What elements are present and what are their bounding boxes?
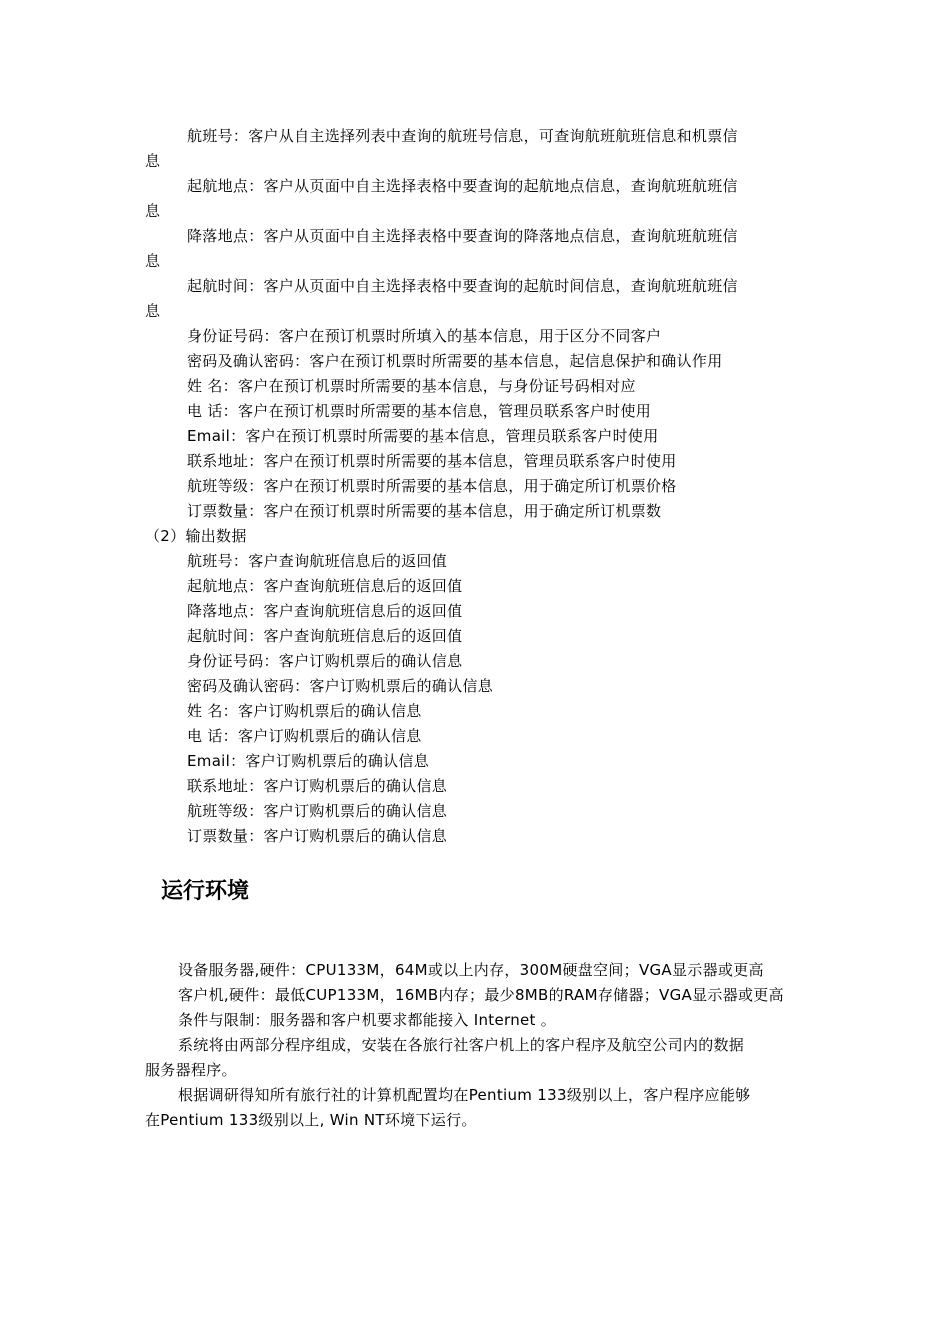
input-item-address: 联系地址：客户在预订机票时所需要的基本信息，管理员联系客户时使用 — [187, 452, 677, 470]
input-item-quantity: 订票数量：客户在预订机票时所需要的基本信息，用于确定所订机票数 — [187, 502, 662, 520]
env-line-server: 设备服务器,硬件：CPU133M，64M或以上内存，300M硬盘空间；VGA显示器或更高 — [178, 961, 764, 979]
input-item-depart-time: 起航时间：客户从页面中自主选择表格中要查询的起航时间信息，查询航班航班信 — [187, 277, 738, 295]
input-item-arrival-cont: 息 — [145, 252, 161, 270]
input-item-password: 密码及确认密码：客户在预订机票时所需要的基本信息，起信息保护和确认作用 — [187, 352, 723, 370]
input-item-class: 航班等级：客户在预订机票时所需要的基本信息，用于确定所订机票价格 — [187, 477, 677, 495]
section-title-environment: 运行环境 — [161, 879, 250, 904]
env-line-constraints: 条件与限制：服务器和客户机要求都能接入 Internet 。 — [178, 1011, 557, 1029]
output-item-depart-time: 起航时间：客户查询航班信息后的返回值 — [187, 627, 463, 645]
env-line-system: 系统将由两部分程序组成，安装在各旅行社客户机上的客户程序及航空公司内的数据 — [178, 1036, 745, 1054]
output-item-address: 联系地址：客户订购机票后的确认信息 — [187, 777, 448, 795]
input-item-email: Email：客户在预订机票时所需要的基本信息，管理员联系客户时使用 — [187, 427, 659, 445]
output-item-email: Email：客户订购机票后的确认信息 — [187, 752, 430, 770]
output-item-flight-no: 航班号：客户查询航班信息后的返回值 — [187, 552, 448, 570]
output-item-password: 密码及确认密码：客户订购机票后的确认信息 — [187, 677, 494, 695]
output-heading: （2）输出数据 — [145, 527, 247, 545]
input-item-departure-cont: 息 — [145, 202, 161, 220]
input-item-phone: 电 话：客户在预订机票时所需要的基本信息，管理员联系客户时使用 — [187, 402, 652, 420]
output-item-class: 航班等级：客户订购机票后的确认信息 — [187, 802, 448, 820]
env-line-research: 根据调研得知所有旅行社的计算机配置均在Pentium 133级别以上，客户程序应能够 — [178, 1086, 751, 1104]
input-item-flight-no-cont: 息 — [145, 152, 161, 170]
output-item-quantity: 订票数量：客户订购机票后的确认信息 — [187, 827, 448, 845]
output-item-phone: 电 话：客户订购机票后的确认信息 — [187, 727, 422, 745]
input-item-id-number: 身份证号码：客户在预订机票时所填入的基本信息，用于区分不同客户 — [187, 327, 662, 345]
input-item-arrival: 降落地点：客户从页面中自主选择表格中要查询的降落地点信息，查询航班航班信 — [187, 227, 738, 245]
output-item-arrival: 降落地点：客户查询航班信息后的返回值 — [187, 602, 463, 620]
output-item-departure: 起航地点：客户查询航班信息后的返回值 — [187, 577, 463, 595]
input-item-name: 姓 名：客户在预订机票时所需要的基本信息，与身份证号码相对应 — [187, 377, 636, 395]
env-line-system-cont: 服务器程序。 — [145, 1061, 237, 1079]
input-item-depart-time-cont: 息 — [145, 302, 161, 320]
env-line-client: 客户机,硬件：最低CUP133M，16MB内存；最少8MB的RAM存储器；VGA显示器或更高 — [178, 986, 784, 1004]
output-item-name: 姓 名：客户订购机票后的确认信息 — [187, 702, 422, 720]
input-item-flight-no: 航班号：客户从自主选择列表中查询的航班号信息，可查询航班航班信息和机票信 — [187, 127, 738, 145]
input-item-departure: 起航地点：客户从页面中自主选择表格中要查询的起航地点信息，查询航班航班信 — [187, 177, 738, 195]
output-item-id-number: 身份证号码：客户订购机票后的确认信息 — [187, 652, 463, 670]
env-line-research-cont: 在Pentium 133级别以上, Win NT环境下运行。 — [145, 1111, 477, 1129]
